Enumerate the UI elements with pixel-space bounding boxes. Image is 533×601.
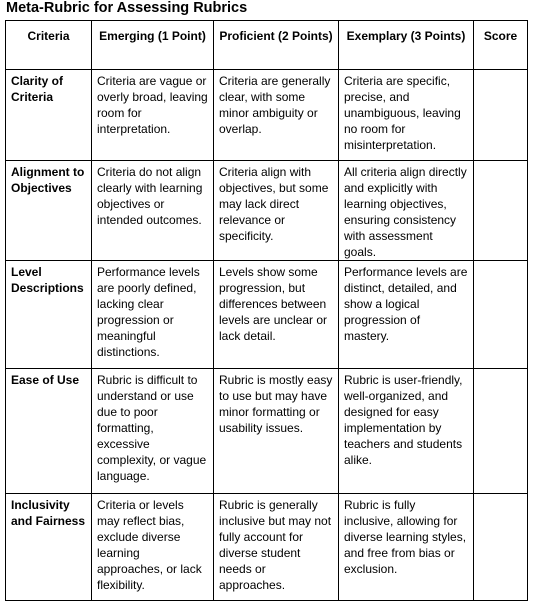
emerging-cell: Criteria are vague or overly broad, leaving room for interpretation. <box>92 70 214 161</box>
rubric-table <box>5 20 528 601</box>
score-cell <box>474 261 528 369</box>
score-cell <box>474 70 528 161</box>
criterion-cell: Ease of Use <box>6 369 92 494</box>
exemplary-cell: All criteria align directly and explicitly with learning objectives, ensuring consistency with assessment goals. <box>339 161 474 261</box>
table-row <box>6 261 528 369</box>
header-row <box>6 21 528 70</box>
table-header <box>6 21 528 70</box>
proficient-cell: Rubric is generally inclusive but may not fully account for diverse student needs or approaches. <box>214 494 339 601</box>
exemplary-cell: Performance levels are distinct, detailed, and show a logical progression of mastery. <box>339 261 474 369</box>
criterion-cell: Alignment to Objectives <box>6 161 92 261</box>
document-title: Meta-Rubric for Assessing Rubrics <box>6 0 248 16</box>
criterion-cell: Level Descriptions <box>6 261 92 369</box>
exemplary-cell: Rubric is fully inclusive, allowing for diverse learning styles, and free from bias or exclusion. <box>339 494 474 601</box>
header-score: Score <box>474 21 528 70</box>
proficient-cell: Levels show some progression, but differences between levels are unclear or lack detail. <box>214 261 339 369</box>
header-emerging: Emerging (1 Point) <box>92 21 214 70</box>
header-exemplary: Exemplary (3 Points) <box>339 21 474 70</box>
proficient-cell: Criteria are generally clear, with some minor ambiguity or overlap. <box>214 70 339 161</box>
emerging-cell: Criteria or levels may reflect bias, exclude diverse learning approaches, or lack flexibility. <box>92 494 214 601</box>
table-row <box>6 161 528 261</box>
header-proficient: Proficient (2 Points) <box>214 21 339 70</box>
table-row <box>6 70 528 161</box>
score-cell <box>474 369 528 494</box>
table-row <box>6 369 528 494</box>
score-cell <box>474 161 528 261</box>
emerging-cell: Rubric is difficult to understand or use due to poor formatting, excessive complexity, or vague language. <box>92 369 214 494</box>
emerging-cell: Performance levels are poorly defined, lacking clear progression or meaningful distinctions. <box>92 261 214 369</box>
table-row <box>6 494 528 601</box>
exemplary-cell: Rubric is user-friendly, well-organized, and designed for easy implementation by teachers and students alike. <box>339 369 474 494</box>
emerging-cell: Criteria do not align clearly with learning objectives or intended outcomes. <box>92 161 214 261</box>
exemplary-cell: Criteria are specific, precise, and unambiguous, leaving no room for misinterpretation. <box>339 70 474 161</box>
criterion-cell: Clarity of Criteria <box>6 70 92 161</box>
proficient-cell: Criteria align with objectives, but some may lack direct relevance or specificity. <box>214 161 339 261</box>
criterion-cell: Inclusivity and Fairness <box>6 494 92 601</box>
score-cell <box>474 494 528 601</box>
table-body <box>6 70 528 601</box>
header-criteria: Criteria <box>6 21 92 70</box>
proficient-cell: Rubric is mostly easy to use but may have minor formatting or usability issues. <box>214 369 339 494</box>
